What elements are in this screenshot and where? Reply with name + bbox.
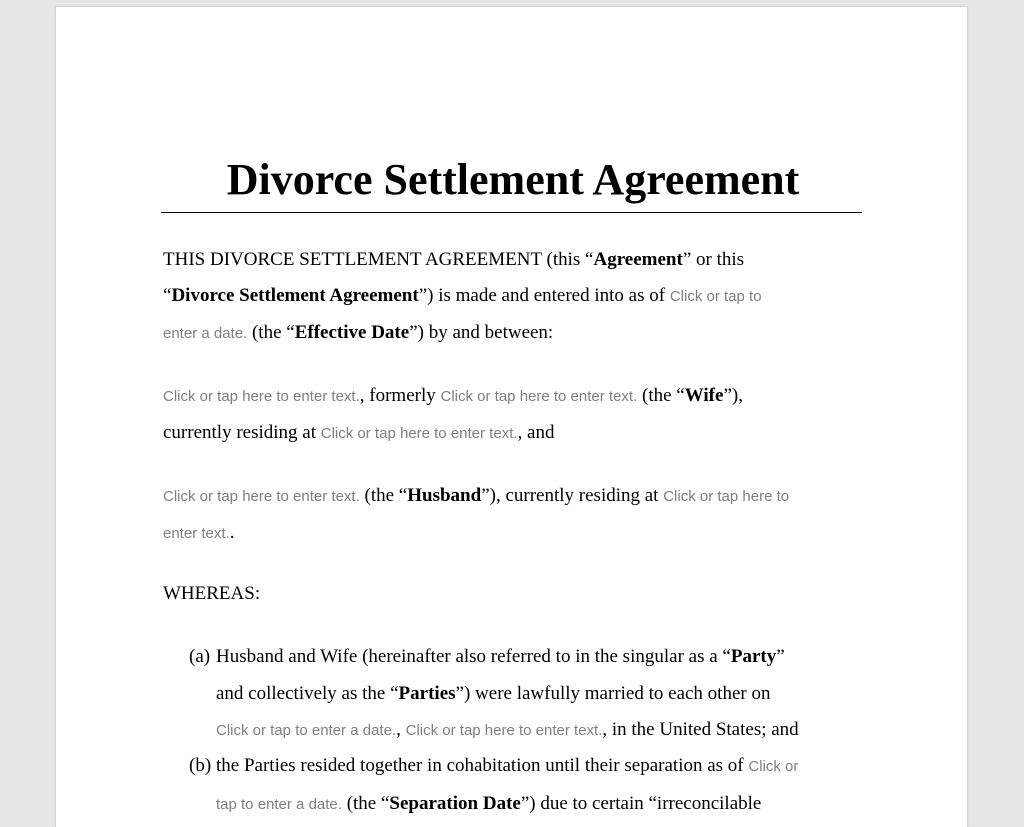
marriage-place-placeholder[interactable]: Click or tap here to enter text. xyxy=(405,722,603,739)
defined-term-wife: Wife xyxy=(684,385,724,406)
husband-text: ”), currently residing at xyxy=(481,485,664,506)
whereas-heading: WHEREAS: xyxy=(163,583,261,604)
husband-text: . xyxy=(229,522,235,543)
defined-term-parties: Parties xyxy=(398,682,456,704)
wife-former-name-placeholder[interactable]: Click or tap here to enter text. xyxy=(440,388,638,405)
recital-text: and collectively as the “ xyxy=(216,682,399,704)
wife-paragraph xyxy=(163,378,863,452)
defined-term-agreement: Agreement xyxy=(593,249,683,270)
recital-text: ”) were lawfully married to each other on xyxy=(455,682,771,704)
marriage-date-placeholder[interactable]: Click or tap to enter a date. xyxy=(216,722,397,739)
defined-term-husband: Husband xyxy=(407,485,482,506)
husband-text: (the “ xyxy=(359,485,408,506)
recital-text: , xyxy=(396,719,406,740)
recital-text: ” xyxy=(776,646,785,667)
recital-text: ”) due to certain “irreconcilable xyxy=(520,792,762,814)
list-marker: (a) xyxy=(189,646,211,667)
husband-name-placeholder[interactable]: Click or tap here to enter text. xyxy=(163,488,360,505)
wife-name-placeholder[interactable]: Click or tap here to enter text. xyxy=(163,388,360,405)
wife-text: currently residing at xyxy=(163,422,321,443)
document-page xyxy=(56,7,967,827)
defined-term-effective-date: Effective Date xyxy=(294,322,410,343)
document-title: Divorce Settlement Agreement xyxy=(226,155,800,204)
list-marker: (b) xyxy=(189,755,212,776)
recital-text: , in the United States; and xyxy=(602,719,799,740)
husband-paragraph xyxy=(163,478,863,552)
recital-text: (the “ xyxy=(341,792,390,814)
wife-text: (the “ xyxy=(637,385,685,406)
intro-text: “ xyxy=(163,285,172,306)
wife-text: ”), xyxy=(723,385,743,406)
recital-text: the Parties resided together in cohabitation until their separation as of xyxy=(216,755,749,776)
defined-term-separation-date: Separation Date xyxy=(389,792,521,814)
intro-text: (the “ xyxy=(247,322,295,343)
recital-text: Husband and Wife (hereinafter also referred to in the singular as a “ xyxy=(216,646,731,667)
intro-text: THIS DIVORCE SETTLEMENT AGREEMENT (this “ xyxy=(163,249,594,270)
intro-text: ” or this xyxy=(682,249,745,270)
effective-date-placeholder[interactable]: enter a date. xyxy=(163,325,248,342)
wife-text: , formerly xyxy=(359,385,441,406)
wife-text: , and xyxy=(517,422,555,443)
wife-address-placeholder[interactable]: Click or tap here to enter text. xyxy=(320,425,518,442)
title-underline xyxy=(161,212,862,213)
intro-text: ”) by and between: xyxy=(409,322,554,343)
husband-address-placeholder[interactable]: Click or tap here to xyxy=(663,488,790,505)
list-item-text xyxy=(216,639,866,750)
separation-date-placeholder[interactable]: tap to enter a date. xyxy=(216,795,342,813)
husband-address-placeholder[interactable]: enter text. xyxy=(163,525,230,542)
separation-date-placeholder[interactable]: Click or xyxy=(748,758,799,775)
intro-paragraph xyxy=(163,242,863,352)
defined-term-party: Party xyxy=(730,646,777,667)
list-item-text xyxy=(216,748,866,823)
intro-text: ”) is made and entered into as of xyxy=(418,285,670,306)
effective-date-placeholder[interactable]: Click or tap to xyxy=(669,288,762,305)
defined-term-divorce-settlement-agreement: Divorce Settlement Agreement xyxy=(171,285,419,306)
